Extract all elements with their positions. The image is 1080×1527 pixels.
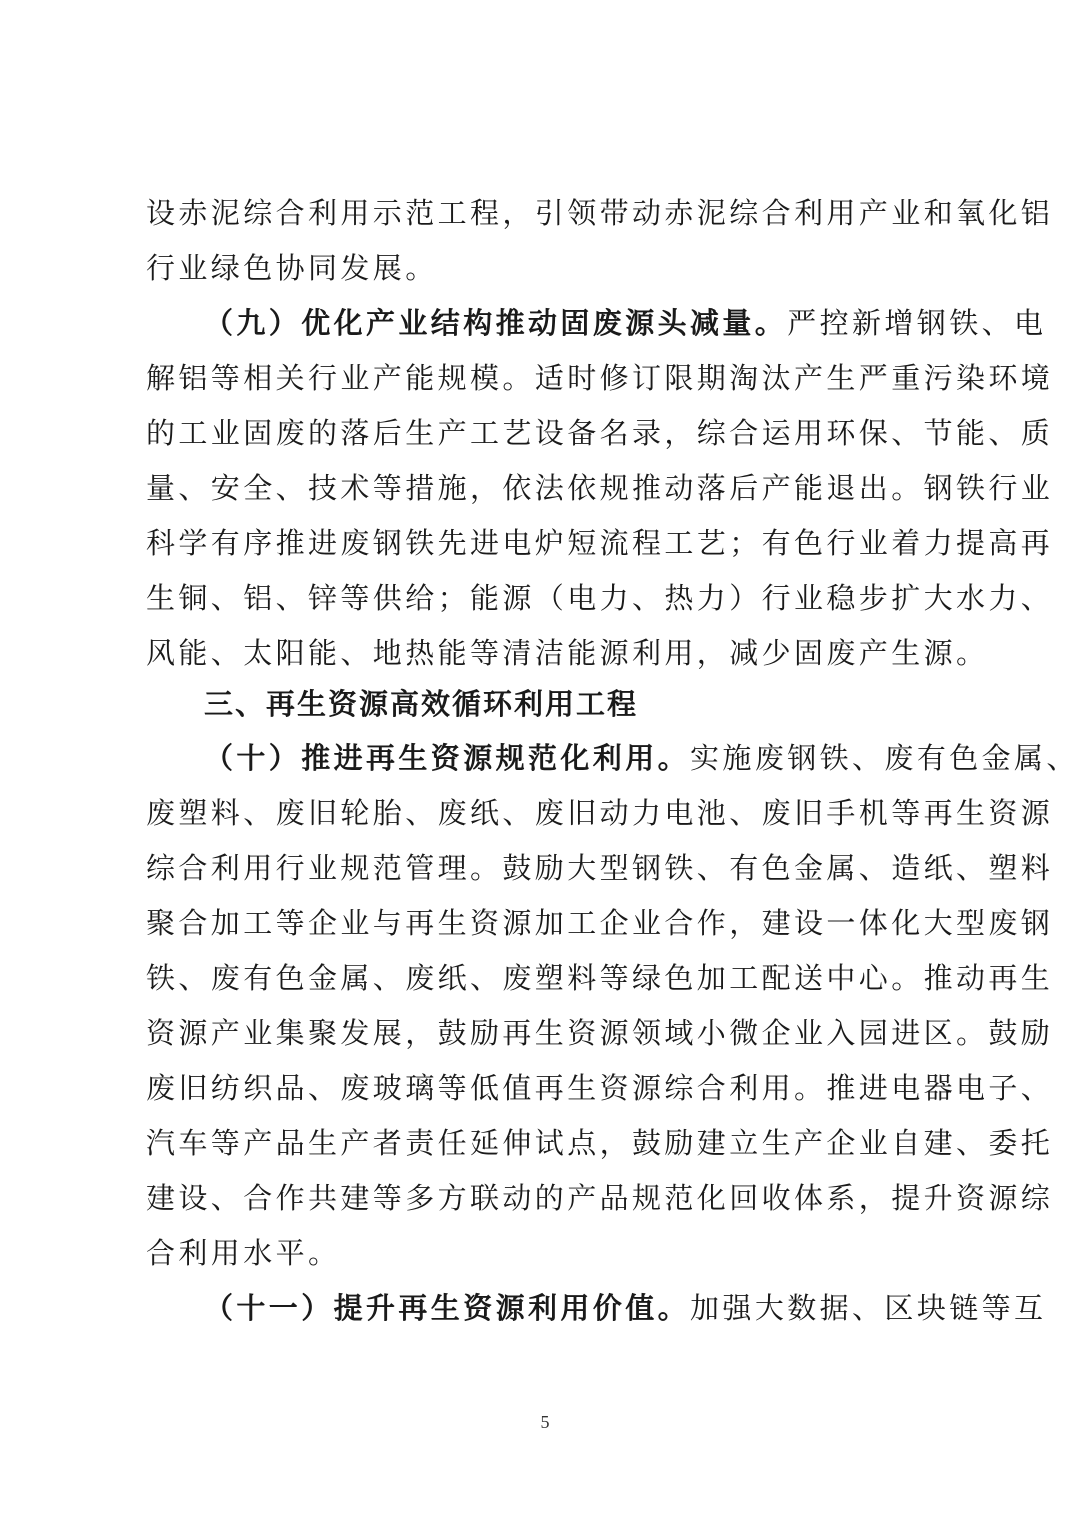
body-line (146, 523, 1054, 563)
section-lead-line (204, 1288, 1047, 1328)
section-lead-line (204, 738, 1079, 778)
body-line (146, 848, 1054, 888)
line-text: 风能、太阳能、地热能等清洁能源利用，减少固废产生源。 (146, 636, 989, 670)
body-line (146, 1123, 1054, 1163)
body-line (146, 1178, 1054, 1218)
body-line (146, 903, 1054, 943)
line-text: 科学有序推进废钢铁先进电炉短流程工艺；有色行业着力提高再 (146, 526, 1054, 560)
line-text: 加强大数据、区块链等互 (690, 1291, 1047, 1325)
section-lead-title: （十一）提升再生资源利用价值。 (204, 1291, 691, 1325)
line-text: 废旧纺织品、废玻璃等低值再生资源综合利用。推进电器电子、 (146, 1071, 1054, 1105)
line-text: 解铝等相关行业产能规模。适时修订限期淘汰产生严重污染环境 (146, 361, 1054, 395)
page-number: 5 (540, 1412, 550, 1432)
line-text: 铁、废有色金属、废纸、废塑料等绿色加工配送中心。推动再生 (146, 961, 1054, 995)
line-text: 综合利用行业规范管理。鼓励大型钢铁、有色金属、造纸、塑料 (146, 851, 1054, 885)
body-line (146, 193, 1054, 233)
line-text: 合利用水平。 (146, 1236, 341, 1270)
line-text: 量、安全、技术等措施，依法依规推动落后产能退出。钢铁行业 (146, 471, 1054, 505)
section-lead-line (204, 303, 1047, 343)
body-line (146, 578, 1054, 618)
section-lead-title: （九）优化产业结构推动固废源头减量。 (204, 306, 788, 340)
line-text: 严控新增钢铁、电 (787, 306, 1047, 340)
line-text: 的工业固废的落后生产工艺设备名录，综合运用环保、节能、质 (146, 416, 1054, 450)
body-line (146, 958, 1054, 998)
line-text: 废塑料、废旧轮胎、废纸、废旧动力电池、废旧手机等再生资源 (146, 796, 1054, 830)
body-line (146, 793, 1054, 833)
body-line (146, 633, 989, 673)
section-heading (204, 684, 804, 724)
line-text: 行业绿色协同发展。 (146, 251, 438, 285)
line-text: 设赤泥综合利用示范工程，引领带动赤泥综合利用产业和氧化铝 (146, 196, 1054, 230)
line-text: 建设、合作共建等多方联动的产品规范化回收体系，提升资源综 (146, 1181, 1054, 1215)
body-line (146, 358, 1054, 398)
body-line (146, 1233, 946, 1273)
body-line (146, 248, 946, 288)
body-line (146, 1013, 1054, 1053)
section-lead-title: （十）推进再生资源规范化利用。 (204, 741, 691, 775)
body-line (146, 413, 1054, 453)
line-text: 汽车等产品生产者责任延伸试点，鼓励建立生产企业自建、委托 (146, 1126, 1054, 1160)
section-heading-text: 三、再生资源高效循环利用工程 (204, 687, 639, 721)
line-text: 实施废钢铁、废有色金属、 (690, 741, 1079, 775)
body-line (146, 468, 1054, 508)
line-text: 资源产业集聚发展，鼓励再生资源领域小微企业入园进区。鼓励 (146, 1016, 1054, 1050)
line-text: 生铜、铝、锌等供给；能源（电力、热力）行业稳步扩大水力、 (146, 581, 1054, 615)
body-line (146, 1068, 1054, 1108)
line-text: 聚合加工等企业与再生资源加工企业合作，建设一体化大型废钢 (146, 906, 1054, 940)
